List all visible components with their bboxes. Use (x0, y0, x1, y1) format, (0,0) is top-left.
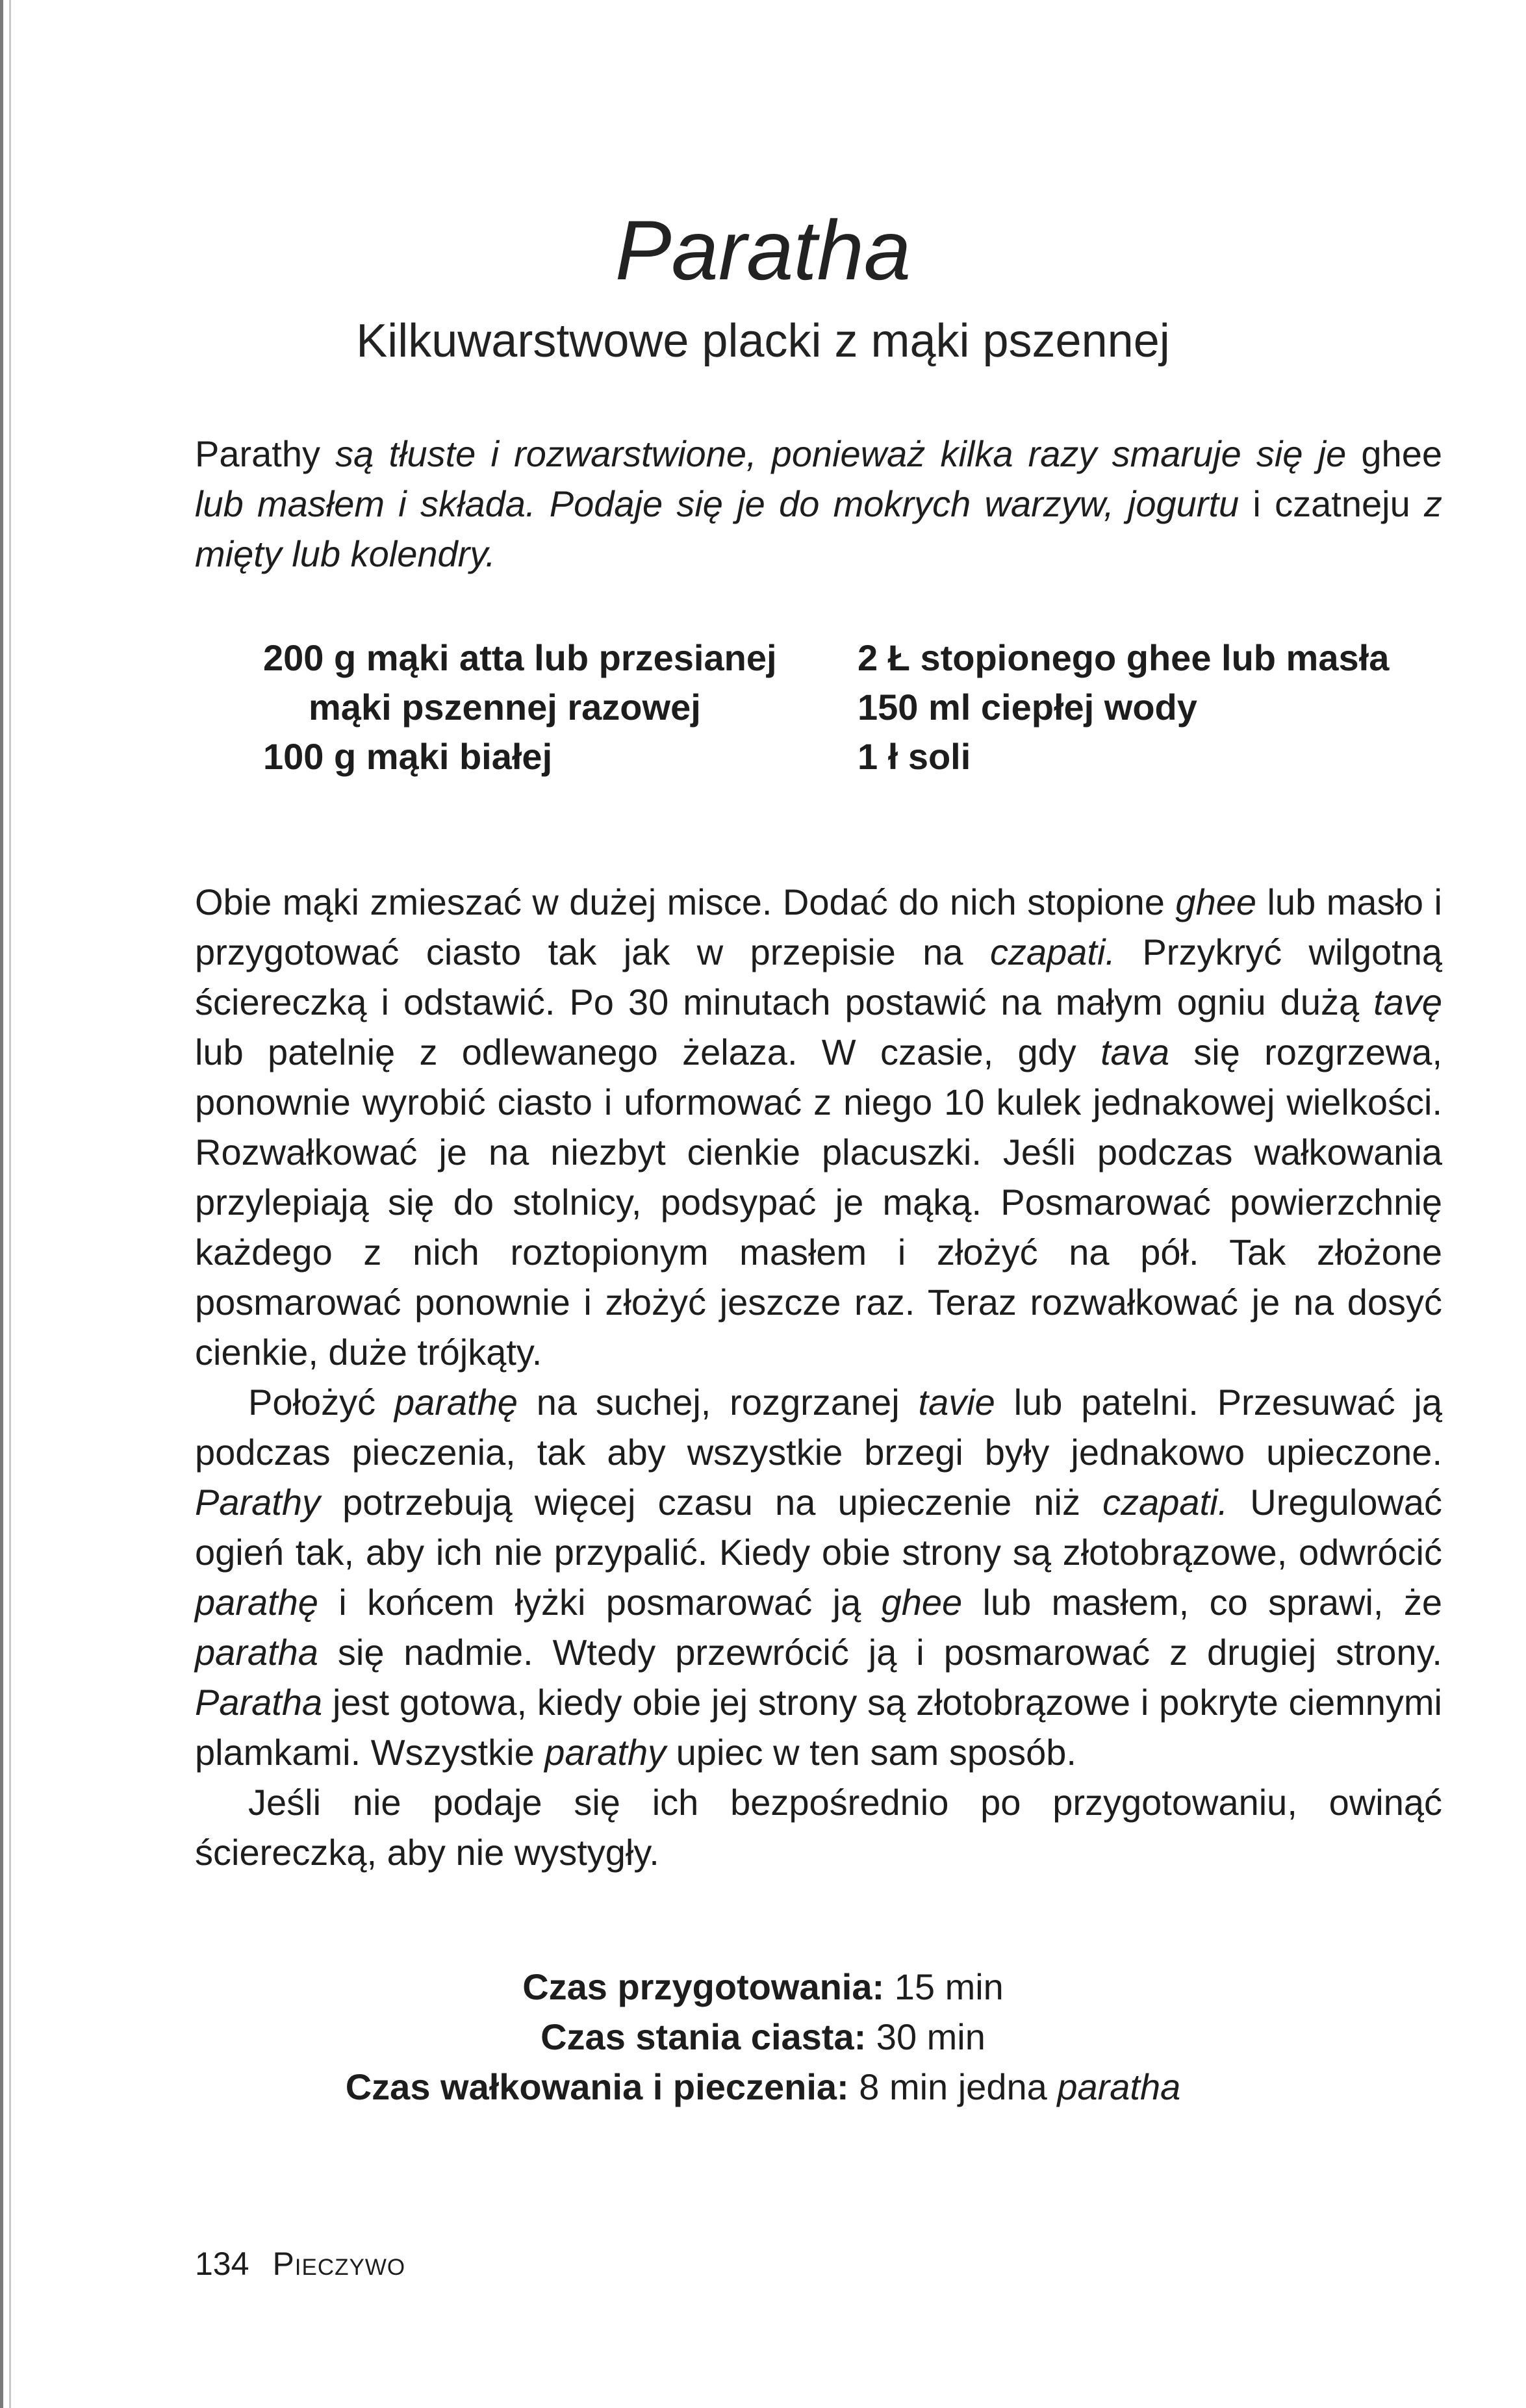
text-run: parathy (544, 1732, 667, 1773)
text-run: ghee (1175, 881, 1256, 922)
intro-text: i czatneju (1239, 483, 1424, 524)
ingredient-item: 200 g mąki atta lub przesianej mąki pszennej razowej (263, 637, 777, 728)
rest-time-value: 30 min (866, 2016, 986, 2057)
cook-time-item: paratha (1057, 2066, 1181, 2107)
timing-info (0, 1962, 1526, 2112)
text-run: Uregulować ogień tak, aby ich nie przypalić. Kiedy obie strony są złotobrązowe, odwrócić (195, 1482, 1442, 1573)
prep-time-value: 15 min (884, 1966, 1004, 2007)
text-run: jest gotowa, kiedy obie jej strony są złotobrązowe i pokryte ciemnymi plamkami. Wszystkie (195, 1682, 1442, 1773)
text-run: czapati. (989, 932, 1115, 972)
intro-text: są tłuste i rozwarstwione, ponieważ kilka razy smaruje się je (335, 433, 1347, 474)
cook-time-value: 8 min jedna (848, 2066, 1058, 2107)
text-run: parathę (394, 1382, 518, 1423)
text-run: Przykryć wilgotną ściereczką i odstawić. Po 30 minutach postawić na małym ogniu dużą (195, 932, 1443, 1022)
recipe-subtitle: Kilkuwarstwowe placki z mąki pszennej (356, 315, 1170, 367)
intro-paragraph (195, 429, 1442, 579)
text-run: tava (1100, 1032, 1169, 1072)
method-paragraph (195, 877, 1442, 1377)
text-run: czapati. (1102, 1482, 1228, 1523)
section-name: Pieczywo (272, 2246, 406, 2282)
rest-time-label: Czas stania ciasta: (540, 2016, 867, 2057)
ingredients-right-column (858, 633, 1416, 781)
text-run: się nadmie. Wtedy przewrócić ją i posmarować z drugiej strony. (318, 1632, 1442, 1673)
cook-time-label: Czas wałkowania i pieczenia: (345, 2066, 849, 2107)
text-run: potrzebują więcej czasu na upieczenie niż (320, 1482, 1103, 1523)
text-run: ghee (881, 1582, 963, 1623)
intro-text: ghee (1346, 433, 1442, 474)
text-run: lub masłem, co sprawi, że (962, 1582, 1442, 1623)
page-footer (195, 2244, 405, 2283)
ingredient-item: 1 ł soli (858, 736, 971, 777)
prep-time (0, 1962, 1526, 2012)
intro-text: Parathy (195, 433, 336, 474)
ingredient-item: 150 ml ciepłej wody (858, 687, 1197, 728)
text-run: upiec w ten sam sposób. (666, 1732, 1076, 1773)
ingredients-left-column (263, 633, 802, 781)
text-run: na suchej, rozgrzanej (517, 1382, 919, 1423)
text-run: tavę (1373, 982, 1442, 1022)
text-run: tavie (918, 1382, 995, 1423)
text-run: Paratha (195, 1682, 323, 1723)
text-run: lub masło i przygotować ciasto tak jak w przepisie na (195, 881, 1442, 972)
method-paragraph: Jeśli nie podaje się ich bezpośrednio po przygotowaniu, owinąć ściereczką, aby nie wystygły. (195, 1782, 1442, 1873)
text-run: lub patelnię z odlewanego żelaza. W czasie, gdy (195, 1032, 1101, 1072)
recipe-title: Paratha (615, 203, 911, 298)
method-text (195, 877, 1442, 1877)
cook-time (0, 2062, 1526, 2112)
text-run: paratha (195, 1632, 318, 1673)
ingredient-item: 100 g mąki białej (263, 736, 553, 777)
text-run: parathę (195, 1582, 318, 1623)
text-run: i końcem łyżki posmarować ją (318, 1582, 882, 1623)
prep-time-label: Czas przygotowania: (522, 1966, 885, 2007)
rest-time (0, 2012, 1526, 2062)
page-number: 134 (195, 2246, 249, 2282)
intro-text: lub masłem i składa. Podaje się je do mokrych warzyw, jogurtu (195, 483, 1240, 524)
text-run: lub patelni. Przesuwać ją podczas pieczenia, tak aby wszystkie brzegi były jednakowo upieczone. (195, 1382, 1443, 1473)
ingredient-item: 2 Ł stopionego ghee lub masła (858, 637, 1390, 678)
intro-text: z mięty lub kolendry. (195, 483, 1442, 574)
text-run: się rozgrzewa, ponownie wyrobić ciasto i uformować z niego 10 kulek jednakowej wielkości. Rozwałkować je na niezbyt cienkie placuszki. Jeśli podczas wałkowania przylepiają się do stolnicy, podsypać je mąką. Posmarować powierzchnię każdego z nich roztopionym masłem i złożyć na pół. Tak złożone posmarować ponownie i złożyć jeszcze raz. Teraz rozwałkować je na dosyć cienkie, duże trójkąty. (195, 1032, 1443, 1373)
text-run: Położyć (248, 1382, 394, 1423)
method-paragraph (195, 1377, 1442, 1777)
text-run: Parathy (195, 1482, 320, 1523)
text-run: Obie mąki zmieszać w dużej misce. Dodać do nich stopione (195, 881, 1176, 922)
